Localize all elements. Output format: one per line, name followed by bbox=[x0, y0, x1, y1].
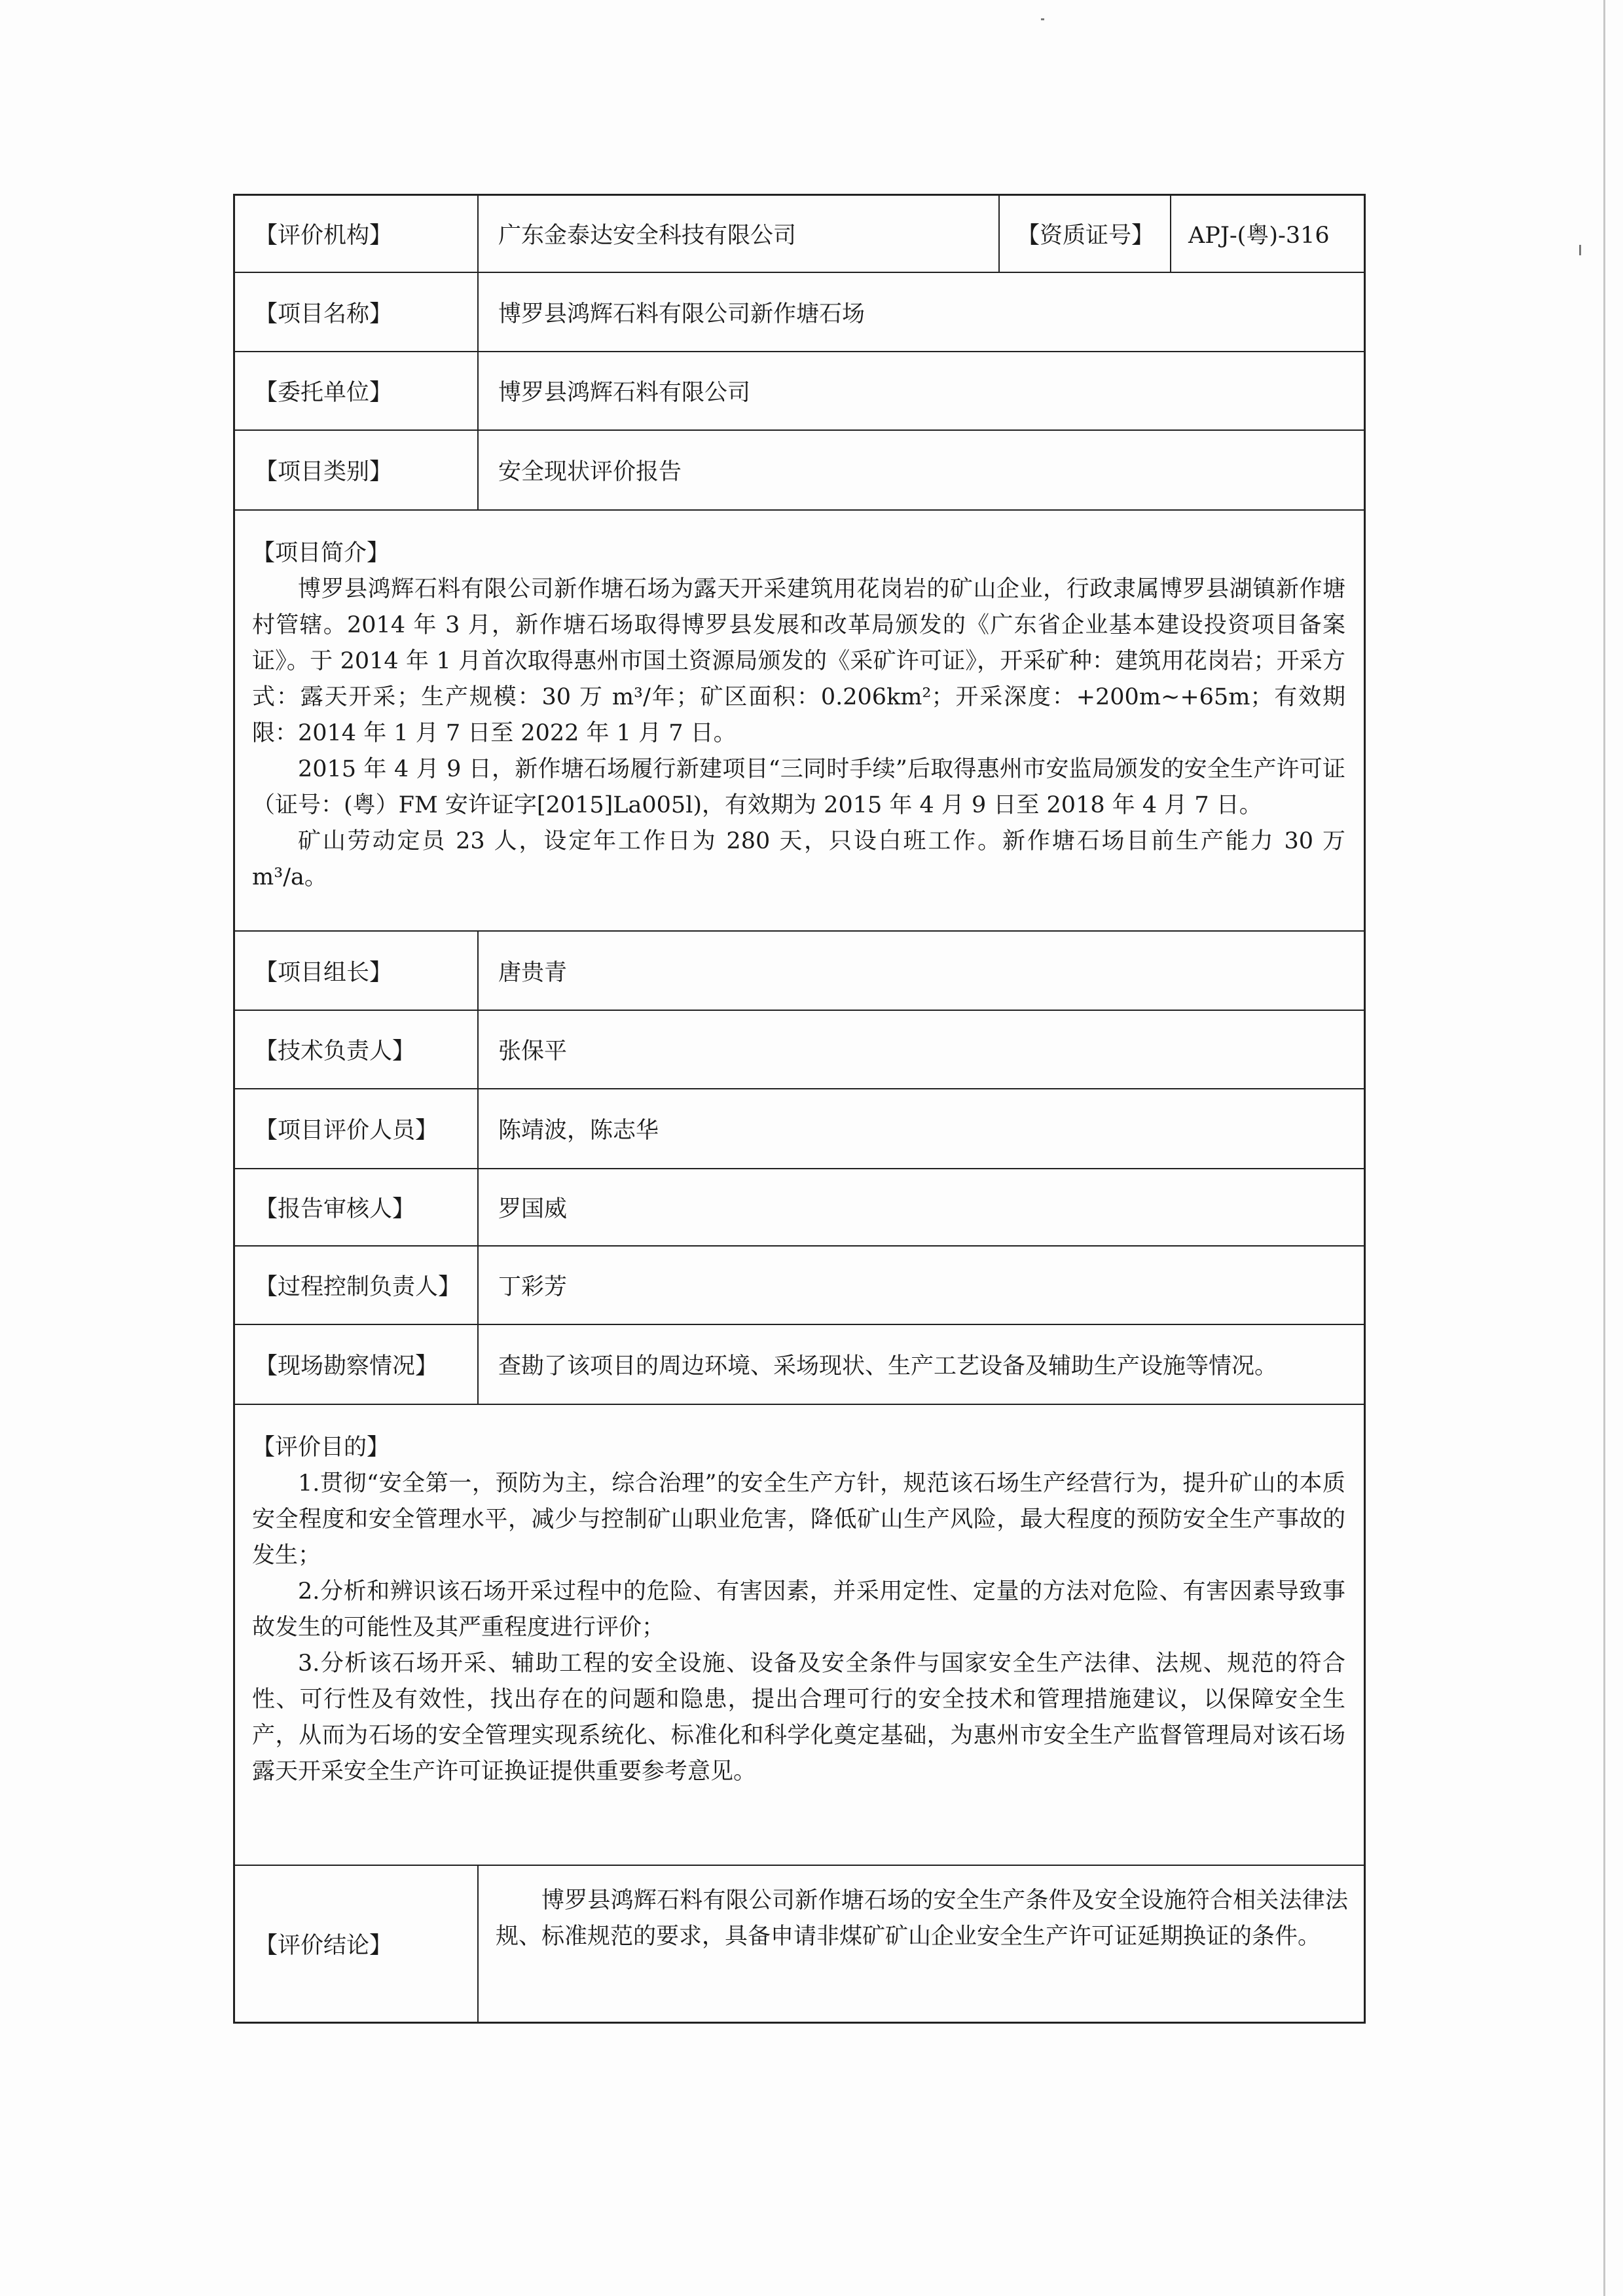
purpose-paragraph: 3.分析该石场开采、辅助工程的安全设施、设备及安全条件与国家安全生产法律、法规、规范的符合性、可行性及有效性，找出存在的问题和隐患，提出合理可行的安全技术和管理措施建议，以保障安全生产，从而为石场的安全管理实现系统化、标准化和科学化奠定基础，为惠州市安全生产监督管理局对该石场露天开采安全生产许可证换证提供重要参考意见。 bbox=[252, 1650, 1345, 1785]
purpose-paragraph: 1.贯彻“安全第一，预防为主，综合治理”的安全生产方针，规范该石场生产经营行为，提升矿山的本质安全程度和安全管理水平，减少与控制矿山职业危害，降低矿山生产风险，最大程度的预防安全生产事故的发生； bbox=[252, 1470, 1345, 1569]
process-control-label: 【过程控制负责人】 bbox=[235, 1247, 479, 1324]
evaluators-row bbox=[235, 1089, 1364, 1169]
cert-label: 【资质证号】 bbox=[1000, 196, 1171, 272]
intro-heading: 【项目简介】 bbox=[252, 540, 390, 566]
evaluators-label: 【项目评价人员】 bbox=[235, 1089, 479, 1168]
project-name-value: 博罗县鸿辉石料有限公司新作塘石场 bbox=[498, 301, 866, 327]
leader-value: 唐贵青 bbox=[498, 959, 568, 986]
reviewer-label: 【报告审核人】 bbox=[235, 1169, 479, 1245]
site-survey-value: 查勘了该项目的周边环境、采场现状、生产工艺设备及辅助生产设施等情况。 bbox=[498, 1353, 1278, 1379]
scan-speck bbox=[1041, 18, 1044, 20]
leader-label: 【项目组长】 bbox=[235, 932, 479, 1010]
tech-lead-value: 张保平 bbox=[498, 1038, 568, 1065]
org-value: 广东金泰达安全科技有限公司 bbox=[479, 196, 1000, 272]
project-name-row bbox=[235, 273, 1364, 352]
evaluation-info-table bbox=[233, 194, 1366, 2024]
category-value: 安全现状评价报告 bbox=[498, 459, 682, 485]
reviewer-row bbox=[235, 1169, 1364, 1247]
leader-row bbox=[235, 932, 1364, 1011]
site-survey-label: 【现场勘察情况】 bbox=[235, 1325, 479, 1404]
scan-edge-shadow bbox=[1603, 0, 1605, 2296]
conclusion-value: 博罗县鸿辉石料有限公司新作塘石场的安全生产条件及安全设施符合相关法律法规、标准规范的要求，具备申请非煤矿矿山企业安全生产许可证延期换证的条件。 bbox=[496, 1887, 1348, 1950]
intro-block bbox=[235, 511, 1364, 930]
intro-paragraph: 矿山劳动定员 23 人，设定年工作日为 280 天，只设白班工作。新作塘石场目前生产能力 30 万 m³/a。 bbox=[252, 828, 1345, 890]
purpose-section bbox=[235, 1405, 1364, 1866]
intro-paragraph: 博罗县鸿辉石料有限公司新作塘石场为露天开采建筑用花岗岩的矿山企业，行政隶属博罗县湖镇新作塘村管辖。2014 年 3 月，新作塘石场取得博罗县发展和改革局颁发的《广东省企业基本建设投资项目备案证》。于 2014 年 1 月首次取得惠州市国土资源局颁发的《采矿许可证》，开采矿种：建筑用花岗岩；开采方式：露天开采；生产规模：30 万 m³/年；矿区面积：0.206km²；开采深度：+200m~+65m；有效期限：2014 年 1 月 7 日至 2022 年 1 月 7 日。 bbox=[252, 576, 1345, 746]
reviewer-value: 罗国威 bbox=[498, 1196, 568, 1222]
conclusion-label: 【评价结论】 bbox=[235, 1866, 479, 2022]
scan-speck bbox=[1579, 245, 1581, 255]
intro-paragraph: 2015 年 4 月 9 日，新作塘石场履行新建项目“三同时手续”后取得惠州市安监局颁发的安全生产许可证（证号：(粤）FM 安许证字[2015]La005l)，有效期为 2015 年 4 月 9 日至 2018 年 4 月 7 日。 bbox=[252, 756, 1345, 818]
org-row bbox=[235, 196, 1364, 273]
process-control-value: 丁彩芳 bbox=[498, 1274, 568, 1300]
category-row bbox=[235, 431, 1364, 511]
evaluators-value: 陈靖波，陈志华 bbox=[498, 1118, 659, 1144]
purpose-paragraph: 2.分析和辨识该石场开采过程中的危险、有害因素，并采用定性、定量的方法对危险、有害因素导致事故发生的可能性及其严重程度进行评价； bbox=[252, 1578, 1345, 1641]
client-label: 【委托单位】 bbox=[235, 352, 479, 429]
purpose-heading: 【评价目的】 bbox=[252, 1434, 390, 1461]
process-control-row bbox=[235, 1247, 1364, 1325]
category-label: 【项目类别】 bbox=[235, 431, 479, 509]
site-survey-row bbox=[235, 1325, 1364, 1405]
purpose-block bbox=[235, 1405, 1364, 1865]
intro-section bbox=[235, 511, 1364, 932]
cert-value: APJ-(粤)-316 bbox=[1188, 223, 1330, 249]
client-row bbox=[235, 352, 1364, 431]
client-value: 博罗县鸿辉石料有限公司 bbox=[498, 380, 751, 406]
conclusion-row bbox=[235, 1866, 1364, 2022]
tech-lead-label: 【技术负责人】 bbox=[235, 1011, 479, 1088]
org-label: 【评价机构】 bbox=[235, 196, 479, 272]
project-name-label: 【项目名称】 bbox=[235, 273, 479, 351]
tech-lead-row bbox=[235, 1011, 1364, 1089]
